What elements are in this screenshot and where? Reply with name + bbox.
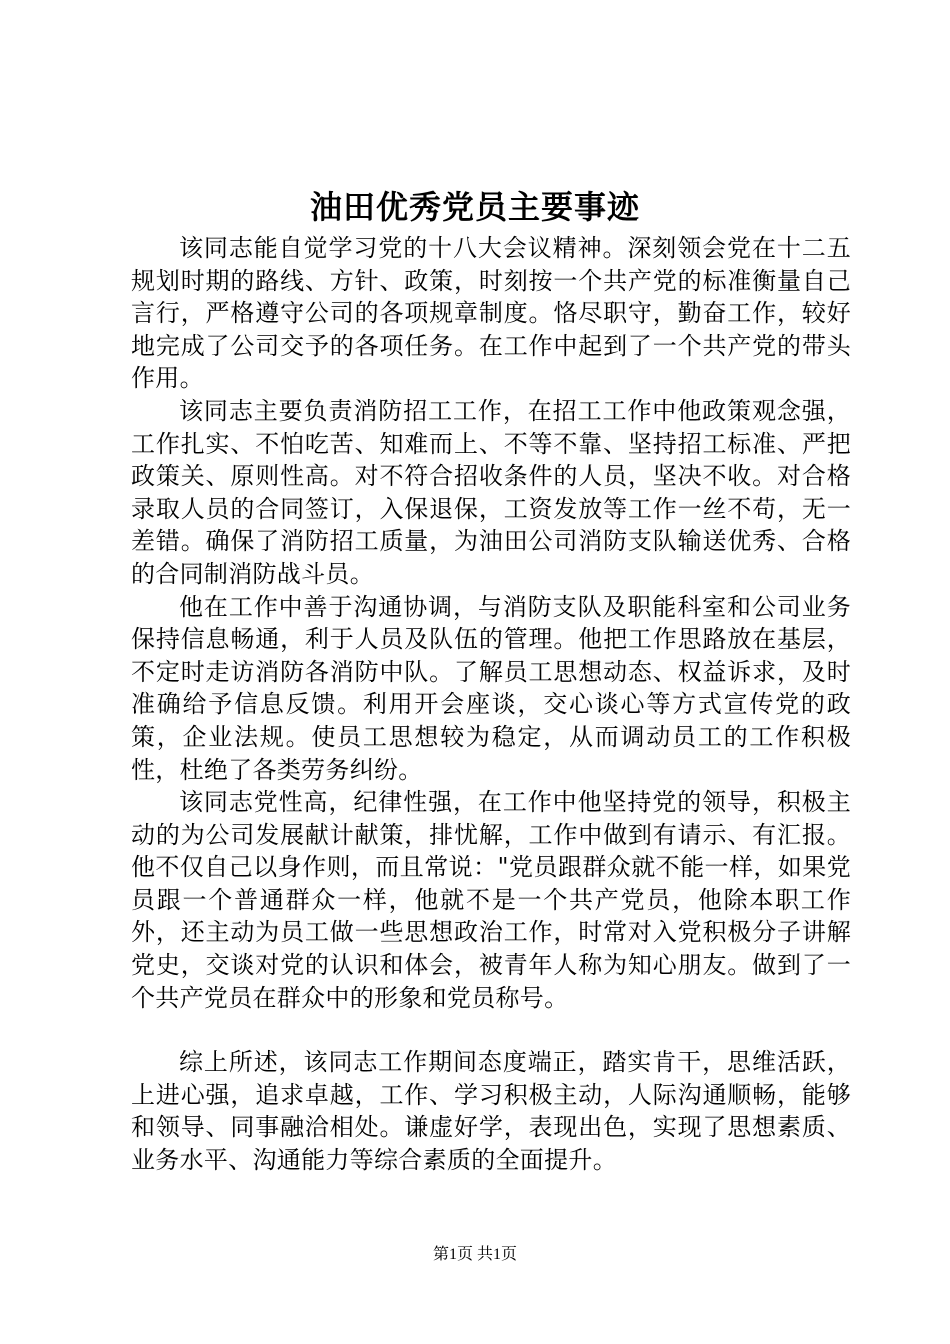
paragraph-5: 综上所述，该同志工作期间态度端正，踏实肯干，思维活跃，上进心强，追求卓越，工作、学习积极主动，人际沟通顺畅，能够和领导、同事融洽相处。谦虚好学，表现出色，实现了思想素质、业务水平、沟通能力等综合素质的全面提升。 xyxy=(131,1048,851,1175)
page-footer: 第1页 共1页 xyxy=(432,1246,517,1263)
document-body xyxy=(131,232,851,1177)
document-title: 油田优秀党员主要事迹 xyxy=(309,188,640,226)
paragraph-3: 他在工作中善于沟通协调，与消防支队及职能科室和公司业务保持信息畅通，利于人员及队伍的管理。他把工作思路放在基层，不定时走访消防各消防中队。了解员工思想动态、权益诉求，及时准确给予信息反馈。利用开会座谈，交心谈心等方式宣传党的政策，企业法规。使员工思想较为稳定，从而调动员工的工作积极性，杜绝了各类劳务纠纷。 xyxy=(131,592,851,784)
paragraph-4: 该同志党性高，纪律性强，在工作中他坚持党的领导，积极主动的为公司发展献计献策，排忧解，工作中做到有请示、有汇报。他不仅自己以身作则，而且常说："党员跟群众就不能一样，如果党员跟一个普通群众一样，他就不是一个共产党员，他除本职工作外，还主动为员工做一些思想政治工作，时常对入党积极分子讲解党史，交谈对党的认识和体会，被青年人称为知心朋友。做到了一个共产党员在群众中的形象和党员称号。 xyxy=(131,788,851,1012)
paragraph-2: 该同志主要负责消防招工工作，在招工工作中他政策观念强，工作扎实、不怕吃苦、知难而上、不等不靠、坚持招工标准、严把政策关、原则性高。对不符合招收条件的人员，坚决不收。对合格录取人员的合同签订，入保退保，工资发放等工作一丝不苟，无一差错。确保了消防招工质量，为油田公司消防支队输送优秀、合格的合同制消防战斗员。 xyxy=(131,396,851,588)
paragraph-1: 该同志能自觉学习党的十八大会议精神。深刻领会党在十二五规划时期的路线、方针、政策，时刻按一个共产党的标准衡量自己言行，严格遵守公司的各项规章制度。恪尽职守，勤奋工作，较好地完成了公司交予的各项任务。在工作中起到了一个共产党的带头作用。 xyxy=(131,234,851,393)
